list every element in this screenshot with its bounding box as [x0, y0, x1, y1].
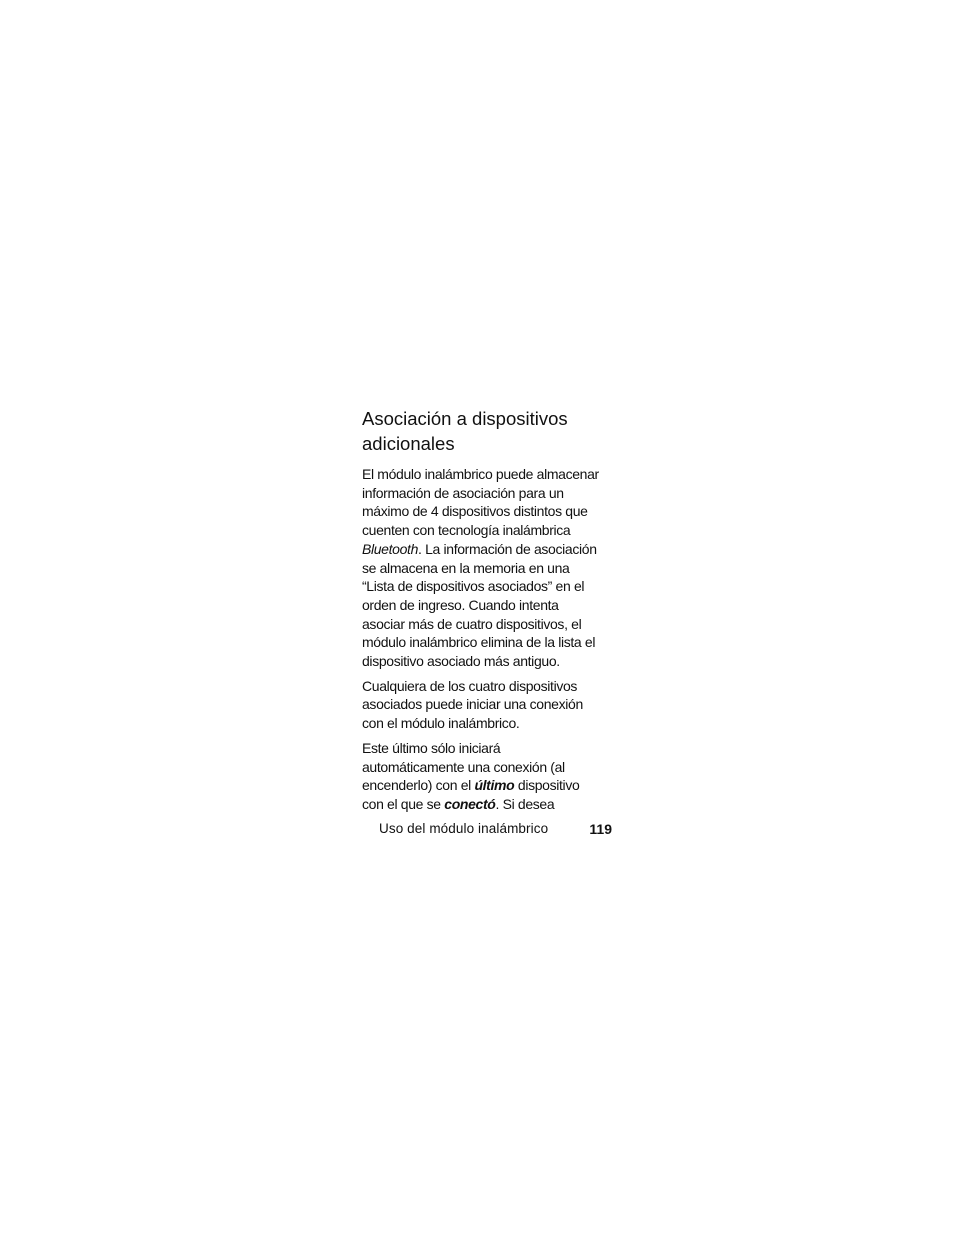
text-line: orden de ingreso. Cuando intenta: [362, 596, 559, 613]
text-line: [362, 540, 614, 559]
section-title: [362, 406, 614, 456]
text-line: Este último sólo iniciará: [362, 739, 501, 756]
emphasis-conecto: conectó: [444, 795, 496, 812]
page-number: 119: [589, 821, 612, 837]
section-title-line: adicionales: [362, 433, 455, 454]
text-line: El módulo inalámbrico puede almacenar: [362, 466, 599, 482]
text-line: con el módulo inalámbrico.: [362, 715, 520, 732]
paragraph-last-device: [362, 739, 614, 814]
page-content: [362, 406, 614, 820]
text-fragment: encenderlo) con el: [362, 777, 475, 794]
text-line: máximo de 4 dispositivos distintos que: [362, 503, 588, 520]
paragraph-storage: [362, 465, 614, 671]
text-line: “Lista de dispositivos asociados” en el: [362, 578, 585, 595]
text-line: dispositivo asociado más antiguo.: [362, 653, 560, 670]
footer-section-name: Uso del módulo inalámbrico: [379, 821, 549, 836]
text-line: módulo inalámbrico elimina de la lista el: [362, 634, 596, 651]
text-line: asociar más de cuatro dispositivos, el: [362, 615, 582, 632]
emphasis-ultimo: último: [474, 777, 515, 794]
text-line: [362, 795, 614, 814]
text-line: cuenten con tecnología inalámbrica: [362, 522, 571, 539]
text-line: se almacena en la memoria en una: [362, 559, 570, 576]
page-footer: [379, 819, 614, 839]
text-line: asociados puede iniciar una conexión: [362, 696, 583, 713]
text-line: Cualquiera de los cuatro dispositivos: [362, 677, 578, 694]
text-line: [362, 776, 614, 795]
text-fragment: . La información de asociación: [418, 540, 597, 557]
text-fragment: . Si desea: [495, 795, 555, 812]
text-fragment: dispositivo: [514, 777, 580, 794]
text-fragment: con el que se: [362, 795, 445, 812]
section-title-line: Asociación a dispositivos: [362, 408, 568, 429]
bluetooth-term: Bluetooth: [362, 540, 419, 557]
text-line: automáticamente una conexión (al: [362, 758, 565, 775]
paragraph-connection: [362, 677, 614, 733]
text-line: información de asociación para un: [362, 484, 564, 501]
